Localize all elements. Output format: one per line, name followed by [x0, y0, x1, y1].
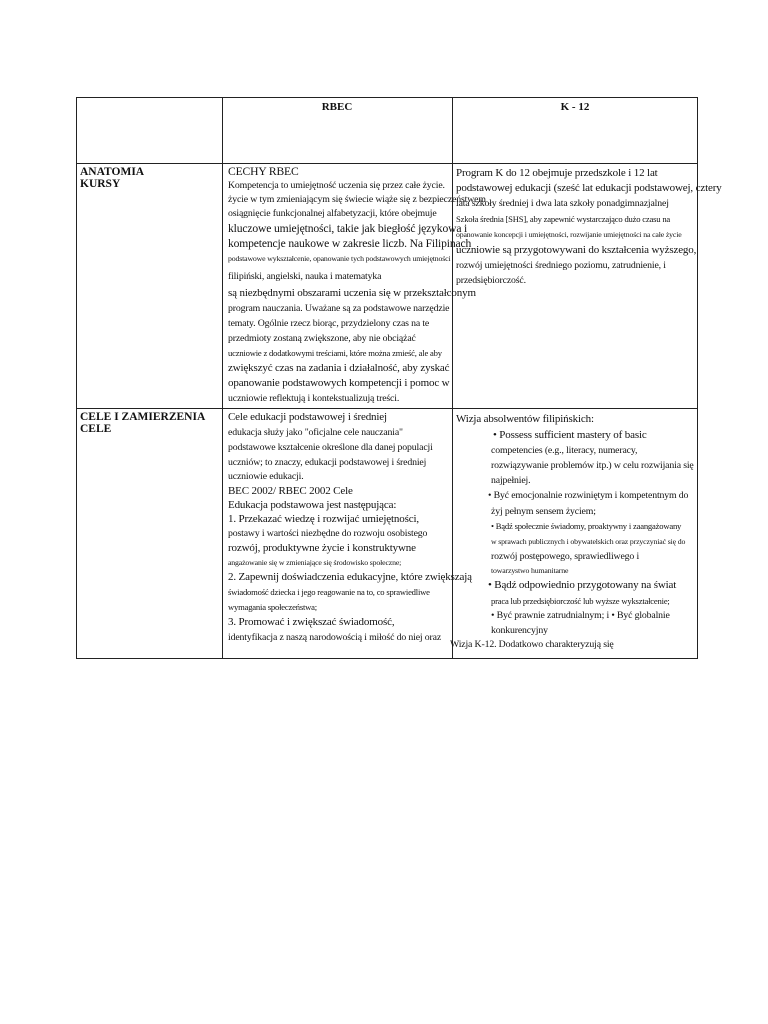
text-line: angażowanie się w zmieniające się środowisko społeczne; [228, 558, 402, 567]
header-rbec: RBEC [321, 101, 353, 113]
row-label-anatomia [80, 166, 144, 190]
text-line: uczniowie reflektują i kontekstualizują treści. [228, 393, 400, 404]
text-line: • Possess sufficient mastery of basic [493, 429, 647, 441]
text-line: 2. Zapewnij doświadczenia edukacyjne, które zwiększają [228, 571, 472, 583]
text-line: • Być emocjonalnie rozwiniętym i kompetentnym do [488, 490, 689, 501]
text-line: rozwój, produktywne życie i konstruktywne [228, 542, 416, 554]
text-line: rozwój umiejętności średniego poziomu, zatrudnienie, i [456, 260, 666, 271]
header-k12: K - 12 [560, 101, 590, 113]
table-divider-row1 [76, 163, 698, 164]
text-line: rozwiązywanie problemów itp.) w celu rozwijania się [491, 460, 694, 471]
text-line: są niezbędnymi obszarami uczenia się w przekształconym [228, 287, 476, 299]
text-line: zwiększyć czas na zadania i działalność, aby zyskać [228, 362, 450, 374]
text-line: BEC 2002/ RBEC 2002 Cele [228, 485, 353, 497]
text-line: przedmioty zostaną zwiększone, aby nie obciążać [228, 333, 416, 344]
text-line: uczniowie są przygotowywani do kształcenia wyższego, [456, 244, 697, 256]
cell-k12-cele [450, 411, 694, 651]
text-line: postawy i wartości niezbędne do rozwoju osobistego [228, 528, 428, 539]
text-line: lata szkoły średniej i dwa lata szkoły ponadgimnazjalnej [456, 198, 669, 209]
row-label-line: ANATOMIA [80, 166, 145, 178]
text-line: program nauczania. Uważane są za podstawowe narzędzie [228, 303, 450, 314]
text-line: Kompetencja to umiejętność uczenia się przez całe życie. [228, 180, 445, 191]
text-line: świadomość dziecka i jego reagowanie na to, co sprawiedliwe [228, 587, 430, 597]
table-divider-row2 [76, 408, 698, 409]
text-line: uczniów; to znaczy, edukacji podstawowej i średniej [228, 457, 427, 468]
text-line: tematy. Ogólnie rzecz biorąc, przydzielony czas na te [228, 318, 430, 329]
text-line: podstawowej edukacji (sześć lat edukacji podstawowej, cztery [456, 182, 722, 194]
text-line: podstawowe wykształcenie, opanowanie tych podstawowych umiejętności [228, 254, 451, 263]
text-line: konkurencyjny [491, 625, 548, 636]
text-line: rozwój postępowego, sprawiedliwego i [491, 551, 640, 562]
text-line: kompetencje naukowe w zakresie liczb. Na Filipinach [228, 237, 472, 250]
text-line: żyj pełnym sensem życiem; [491, 506, 596, 517]
text-line: Szkoła średnia [SHS], aby zapewnić wystarczająco dużo czasu na [456, 214, 671, 224]
text-line: identyfikacja z naszą narodowością i miłość do niej oraz [228, 632, 442, 643]
text-line: opanowanie podstawowych kompetencji i pomoc w [228, 377, 450, 389]
text-line: uczniowie edukacji. [228, 471, 304, 482]
row-label-line: CELE [80, 423, 112, 435]
table-divider-col1 [222, 97, 223, 659]
text-line: najpełniej. [491, 475, 531, 486]
text-line: życie w tym zmieniającym się świecie wiąże się z bezpieczeństwem [228, 194, 486, 205]
row-label-line: CELE I ZAMIERZENIA [80, 411, 206, 423]
text-line: kluczowe umiejętności, takie jak biegłość językowa i [228, 222, 468, 235]
text-line: w sprawach publicznych i obywatelskich oraz przyczyniać się do [491, 537, 686, 546]
text-line: CECHY RBEC [228, 165, 299, 178]
cell-rbec-anatomia [228, 165, 486, 406]
row-label-cele [80, 411, 205, 435]
text-line: Cele edukacji podstawowej i średniej [228, 411, 387, 423]
text-line: uczniowie z dodatkowymi treściami, które można zmieść, ale aby [228, 348, 442, 358]
text-line: 1. Przekazać wiedzę i rozwijać umiejętności, [228, 513, 420, 525]
text-line: Edukacja podstawowa jest następująca: [228, 499, 397, 511]
text-line: podstawowe kształcenie określone dla danej populacji [228, 442, 433, 453]
text-line: edukacja służy jako "oficjalne cele nauczania" [228, 427, 403, 438]
text-line: • Bądź odpowiednio przygotowany na świat [488, 579, 677, 591]
text-line: Wizja absolwentów filipińskich: [456, 413, 594, 425]
cell-k12-anatomia [456, 166, 722, 288]
text-line: Wizja K-12. Dodatkowo charakteryzują się [450, 639, 614, 650]
text-line: wymagania społeczeństwa; [228, 602, 317, 612]
text-line: filipiński, angielski, nauka i matematyka [228, 271, 382, 282]
cell-rbec-cele [228, 410, 472, 645]
text-line: praca lub przedsiębiorczość lub wyższe wykształcenie; [491, 596, 670, 606]
row-label-line: KURSY [80, 178, 121, 190]
text-line: competencies (e.g., literacy, numeracy, [491, 445, 638, 456]
text-line: towarzystwo humanitarne [491, 566, 569, 575]
text-line: • Być prawnie zatrudnialnym; i • Być globalnie [491, 610, 670, 621]
text-line: • Bądź społecznie świadomy, proaktywny i zaangażowany [491, 521, 682, 531]
text-line: Program K do 12 obejmuje przedszkole i 12 lat [456, 167, 658, 179]
text-line: osiągnięcie funkcjonalnej alfabetyzacji, które obejmuje [228, 208, 437, 219]
text-line: opanowanie koncepcji i umiejętności, rozwijanie umiejętności na całe życie [456, 230, 682, 239]
text-line: 3. Promować i zwiększać świadomość, [228, 616, 395, 628]
text-line: przedsiębiorczość. [456, 275, 526, 286]
